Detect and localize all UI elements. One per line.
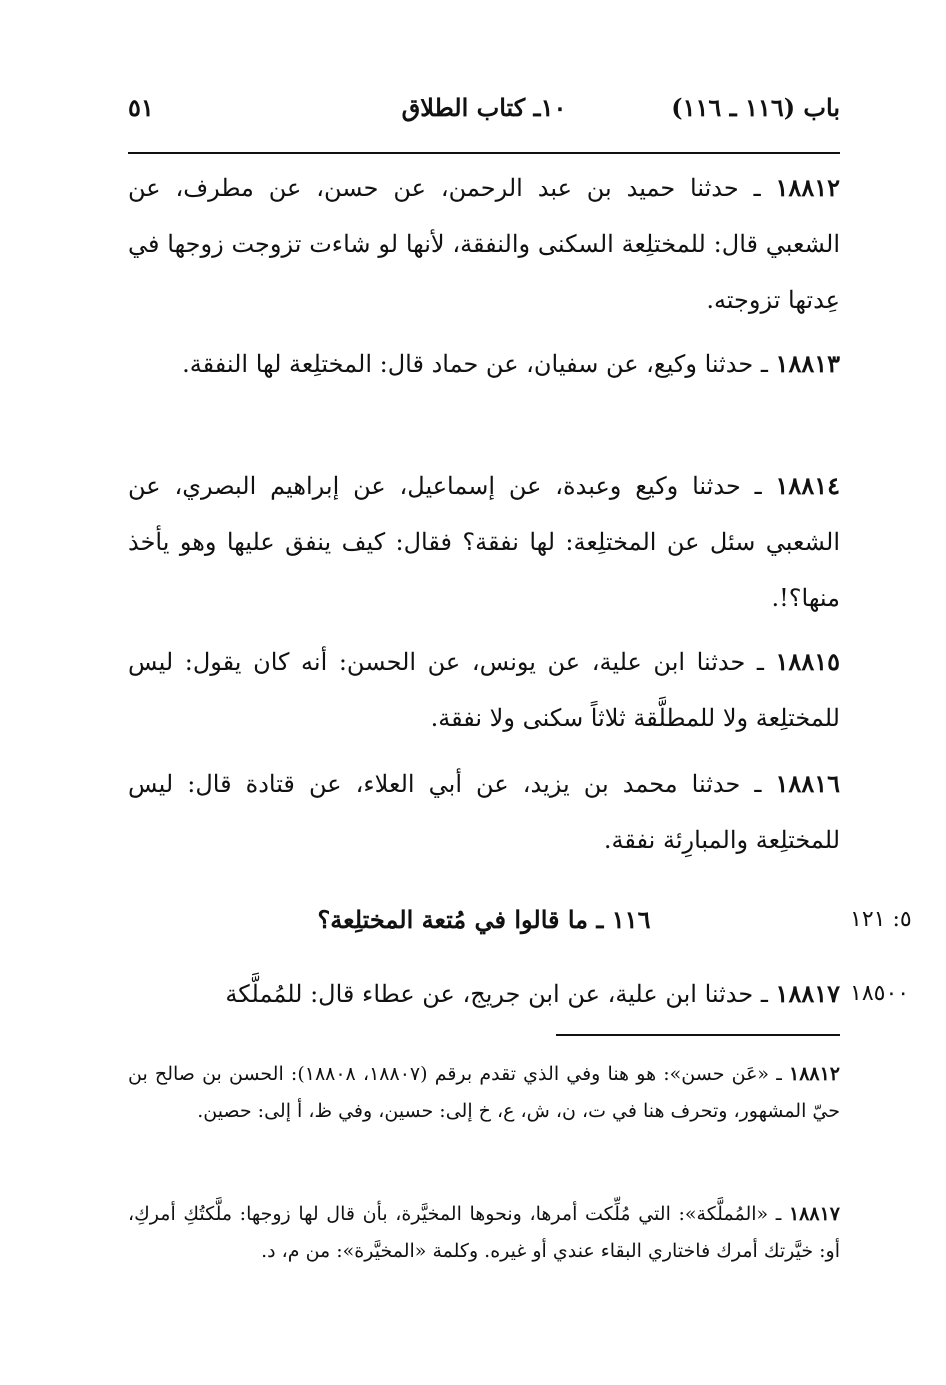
entry-text: ـ حدثنا حميد بن عبد الرحمن، عن حسن، عن مطرف، عن الشعبي قال: للمختلِعة السكنى والنفقة، لأنها لو شاءت تزوجت زوجها في عِدتها تزوجته. [128, 174, 840, 314]
entry-number: ١٨٨١٥ [775, 647, 840, 676]
entry-text: ـ حدثنا محمد بن يزيد، عن أبي العلاء، عن قتادة قال: ليس للمختلِعة والمبارِئة نفقة. [128, 770, 840, 854]
entry-text: ـ حدثنا وكيع وعبدة، عن إسماعيل، عن إبراهيم البصري، عن الشعبي سئل عن المختلِعة: لها نفقة؟ فقال: كيف ينفق عليها وهو يأخذ منها؟!. [128, 472, 840, 612]
footnote-text: ـ «عَن حسن»: هو هنا وفي الذي تقدم برقم (١٨٨٠٧، ١٨٨٠٨): الحسن بن صالح بن حيّ المشهور، وتحرف هنا في ت، ن، ش، ع، خ إلى: حسين، وفي ظ، أ إلى: حصين. [128, 1063, 840, 1122]
entry-18814 [128, 458, 840, 626]
entry-number: ١٨٨١٦ [775, 769, 840, 798]
footnote-divider [556, 1034, 840, 1036]
entry-18817 [128, 966, 840, 1022]
entry-margin-reference: ١٨٥٠٠ [850, 981, 910, 1006]
entry-18812 [128, 160, 840, 328]
header-divider [128, 152, 840, 154]
footnote-18812 [128, 1056, 840, 1130]
section-margin-reference: ٥: ١٢١ [850, 907, 912, 932]
entry-number: ١٨٨١٣ [775, 349, 840, 378]
entry-text: ـ حدثنا ابن علية، عن يونس، عن الحسن: أنه كان يقول: ليس للمختلِعة ولا للمطلَّقة ثلاثاً سكنى ولا نفقة. [128, 648, 840, 732]
entry-18813 [128, 336, 840, 392]
footnote-number: ١٨٨١٢ [788, 1063, 841, 1085]
entry-text: ـ حدثنا ابن علية، عن ابن جريج، عن عطاء قال: للمُملَّكة [225, 980, 768, 1008]
entry-18816 [128, 756, 840, 868]
entry-number: ١٨٨١٧ [775, 979, 840, 1008]
entry-18815 [128, 634, 840, 746]
entry-number: ١٨٨١٤ [775, 471, 840, 500]
footnote-text: ـ «المُملَّكة»: التي مُلِّكت أمرها، ونحوها المخيَّرة، بأن قال لها زوجها: ملَّكتُكِ أمركِ، أو: خيَّرتك أمرك فاختاري البقاء عندي أو غيره. وكلمة «المخيَّرة»: من م، د. [128, 1203, 840, 1262]
entry-number: ١٨٨١٢ [775, 173, 840, 202]
entry-text: ـ حدثنا وكيع، عن سفيان، عن حماد قال: المختلِعة لها النفقة. [182, 350, 768, 378]
running-header [128, 88, 840, 128]
footnote-number: ١٨٨١٧ [788, 1203, 840, 1225]
footnote-18817 [128, 1196, 840, 1270]
section-heading: ١١٦ ـ ما قالوا في مُتعة المختلِعة؟ [317, 905, 651, 934]
chapter-reference: باب (١١٦ ـ ١١٦) [671, 93, 840, 122]
page-number: ٥١ [128, 93, 154, 122]
book-title: ١٠ـ كتاب الطلاق [401, 93, 567, 122]
